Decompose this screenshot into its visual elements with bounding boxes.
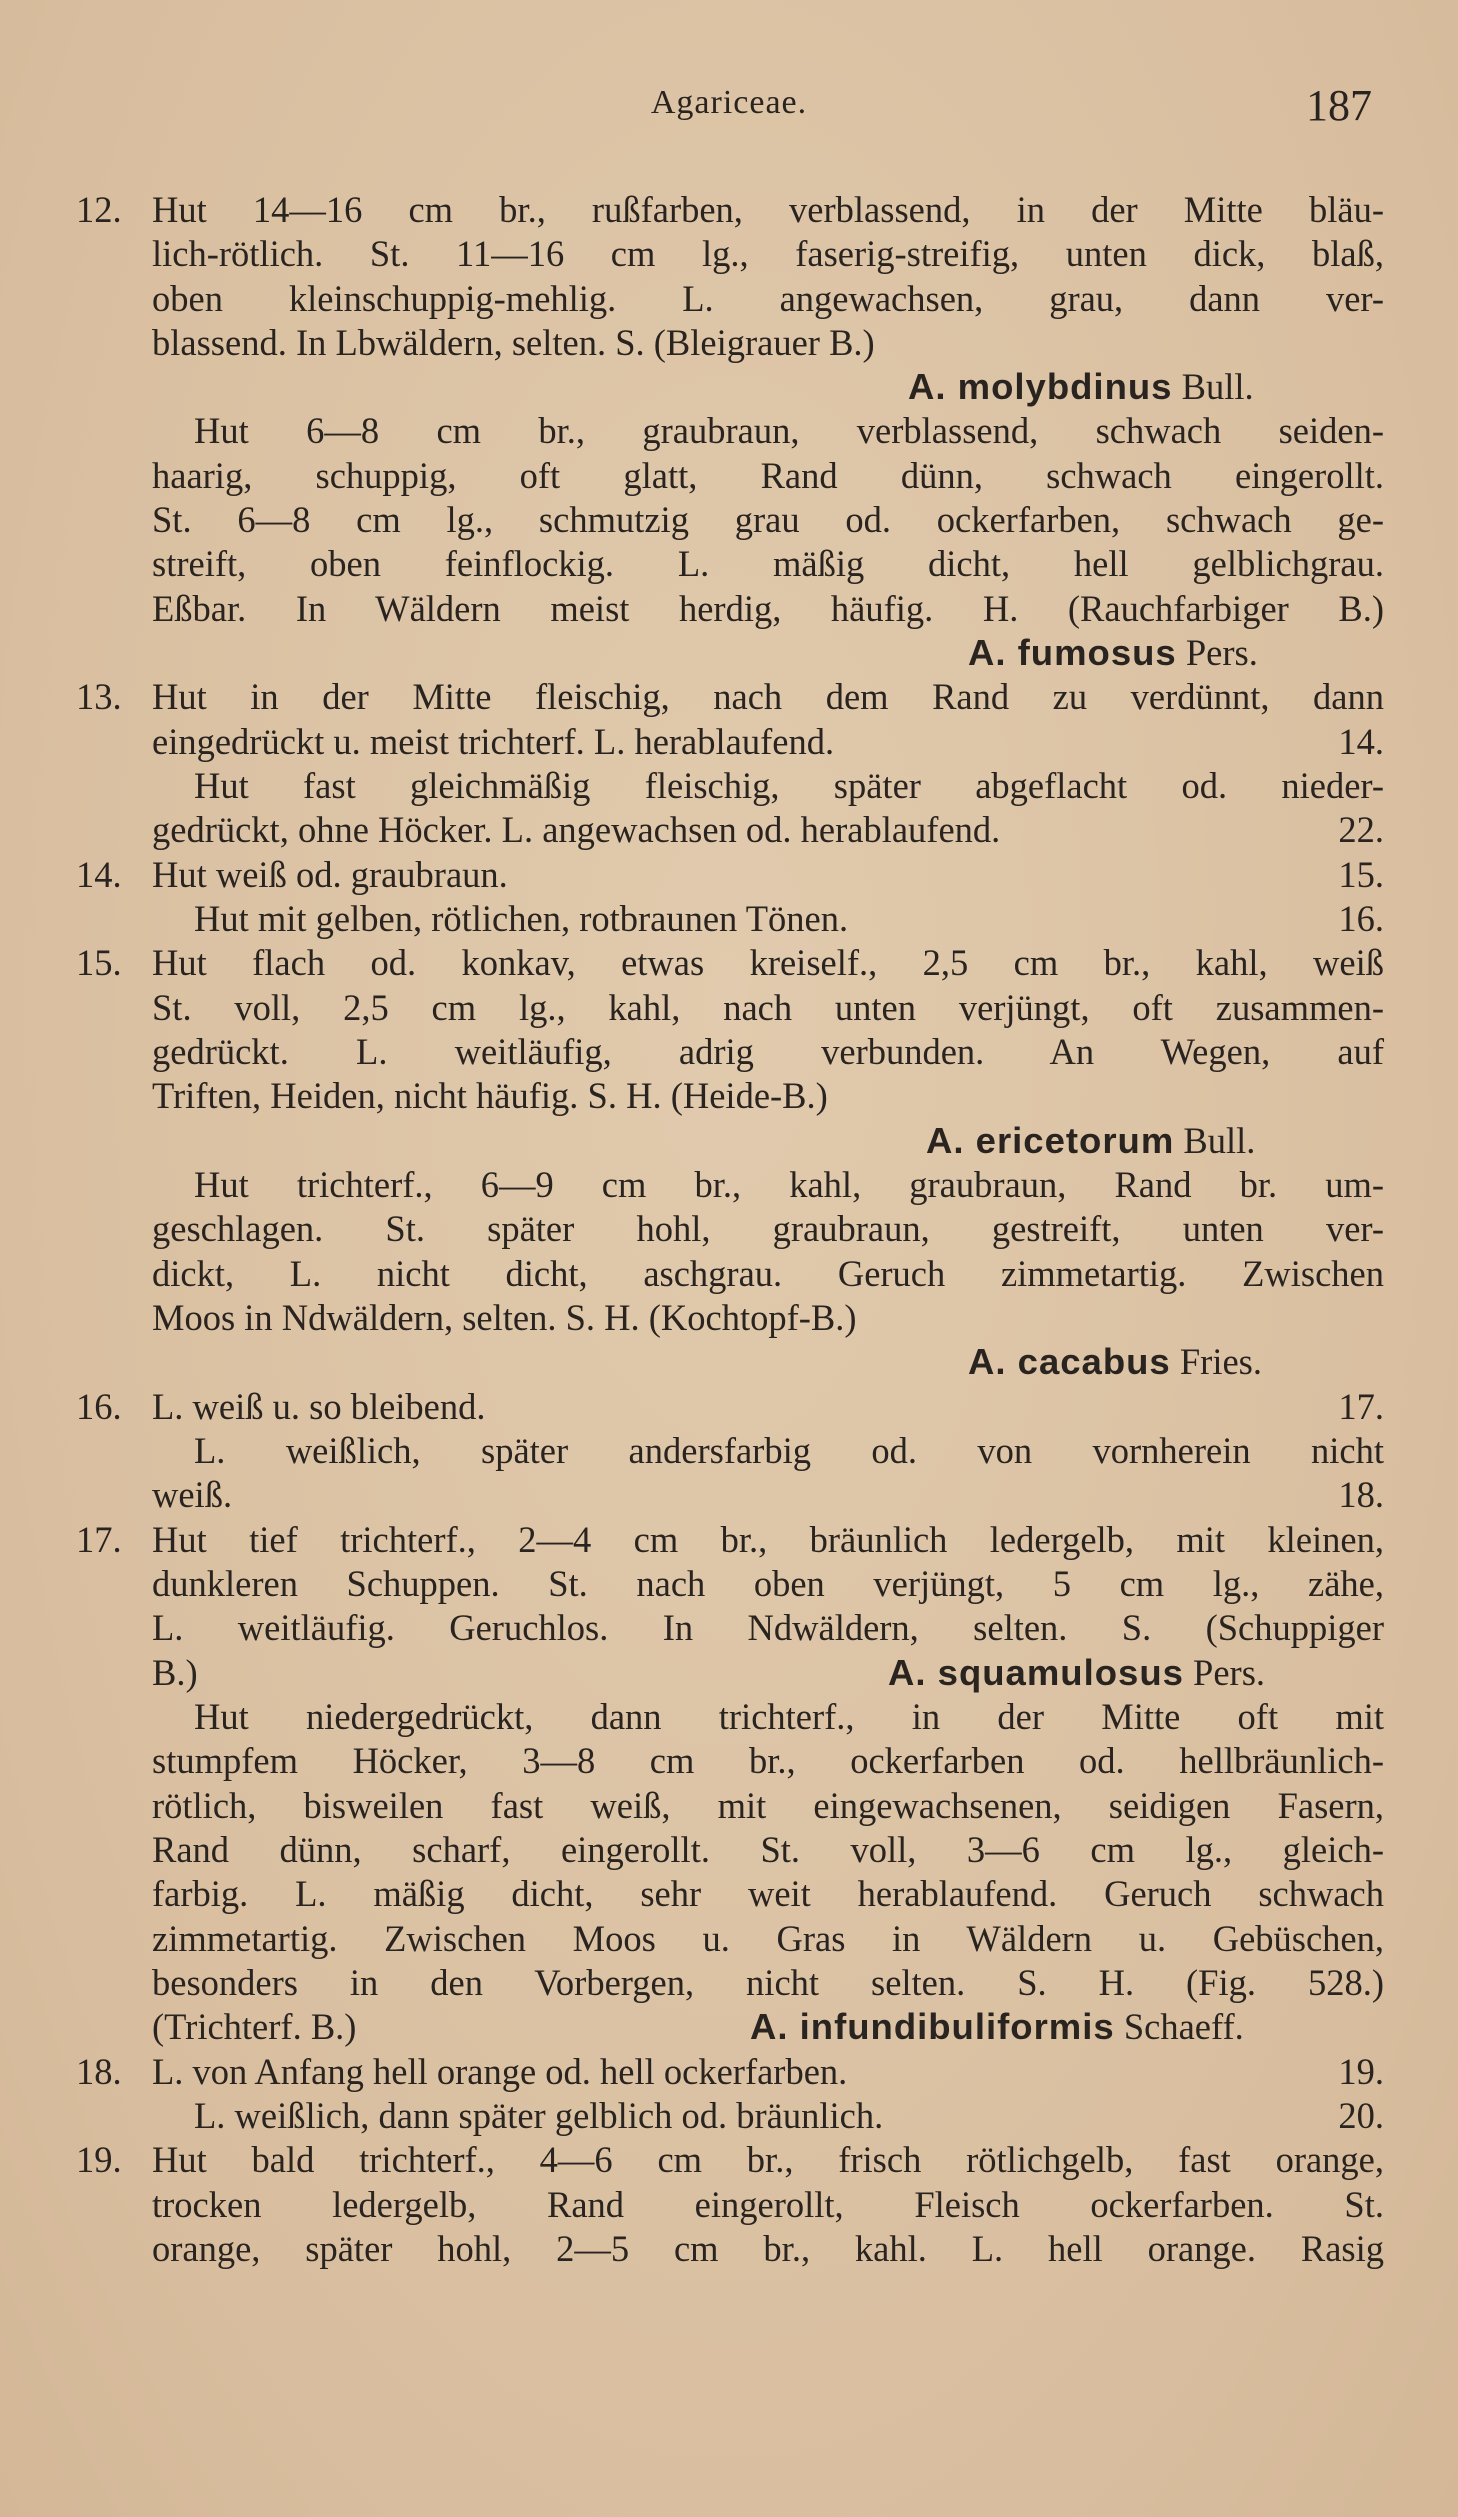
text-line: Hut bald trichterf., 4—6 cm br., frisch rötlichgelb, fast orange,: [152, 2139, 1384, 2180]
couplet-number: 18.: [76, 2051, 122, 2092]
lead-reference: 22.: [1338, 809, 1384, 850]
couplet-number: 13.: [76, 676, 122, 717]
lead-reference: 14.: [1338, 721, 1384, 762]
species-binomial: A. ericetorum: [926, 1120, 1175, 1161]
text-line: Triften, Heiden, nicht häufig. S. H. (Heide-B.): [152, 1075, 828, 1116]
text-line: eingedrückt u. meist trichterf. L. herablaufend.: [152, 721, 835, 762]
text-line: (Trichterf. B.): [152, 2006, 357, 2047]
species-author: Bull.: [1183, 1120, 1256, 1161]
text-line: trocken ledergelb, Rand eingerollt, Fleisch ockerfarben. St.: [152, 2184, 1384, 2225]
text-line: L. weitläufig. Geruchlos. In Ndwäldern, selten. S. (Schuppiger: [152, 1607, 1384, 1648]
text-line: Hut flach od. konkav, etwas kreiself., 2,5 cm br., kahl, weiß: [152, 942, 1384, 983]
species-author: Schaeff.: [1123, 2006, 1244, 2047]
species-binomial: A. squamulosus: [888, 1652, 1184, 1693]
text-line: zimmetartig. Zwischen Moos u. Gras in Wäldern u. Gebüschen,: [152, 1918, 1384, 1959]
species-binomial: A. infundibuliformis: [750, 2006, 1115, 2047]
text-line: geschlagen. St. später hohl, graubraun, gestreift, unten ver-: [152, 1208, 1384, 1249]
species-binomial: A. molybdinus: [908, 366, 1173, 407]
lead-reference: 16.: [1338, 898, 1384, 939]
text-line: haarig, schuppig, oft glatt, Rand dünn, schwach eingerollt.: [152, 455, 1384, 496]
text-line: L. von Anfang hell orange od. hell ockerfarben.: [152, 2051, 848, 2092]
couplet-number: 14.: [76, 854, 122, 895]
text-line: Hut fast gleichmäßig fleischig, später abgeflacht od. nieder-: [194, 765, 1384, 806]
text-line: L. weiß u. so bleibend.: [152, 1386, 486, 1427]
species-binomial: A. cacabus: [968, 1341, 1171, 1382]
lead-reference: 20.: [1338, 2095, 1384, 2136]
text-line: Hut 6—8 cm br., graubraun, verblassend, schwach seiden-: [194, 410, 1384, 451]
text-line: St. 6—8 cm lg., schmutzig grau od. ockerfarben, schwach ge-: [152, 499, 1384, 540]
species-name: [968, 631, 1258, 675]
text-line: blassend. In Lbwäldern, selten. S. (Bleigrauer B.): [152, 322, 875, 363]
text-line: Hut niedergedrückt, dann trichterf., in der Mitte oft mit: [194, 1696, 1384, 1737]
text-line: Eßbar. In Wäldern meist herdig, häufig. H. (Rauchfarbiger B.): [152, 588, 1384, 629]
text-line: stumpfem Höcker, 3—8 cm br., ockerfarben od. hellbräunlich-: [152, 1740, 1384, 1781]
species-name: [908, 365, 1254, 409]
text-line: Hut weiß od. graubraun.: [152, 854, 508, 895]
text-line: St. voll, 2,5 cm lg., kahl, nach unten verjüngt, oft zusammen-: [152, 987, 1384, 1028]
text-line: L. weißlich, später andersfarbig od. von vornherein nicht: [194, 1430, 1384, 1471]
text-line: Hut trichterf., 6—9 cm br., kahl, graubraun, Rand br. um-: [194, 1164, 1384, 1205]
species-name: [888, 1651, 1265, 1695]
text-line: farbig. L. mäßig dicht, sehr weit herablaufend. Geruch schwach: [152, 1873, 1384, 1914]
text-line: besonders in den Vorbergen, nicht selten. S. H. (Fig. 528.): [152, 1962, 1384, 2003]
text-line: L. weißlich, dann später gelblich od. bräunlich.: [194, 2095, 884, 2136]
text-line: gedrückt, ohne Höcker. L. angewachsen od. herablaufend.: [152, 809, 1001, 850]
lead-reference: 19.: [1338, 2051, 1384, 2092]
lead-reference: 17.: [1338, 1386, 1384, 1427]
text-line: Rand dünn, scharf, eingerollt. St. voll, 3—6 cm lg., gleich-: [152, 1829, 1384, 1870]
page-number: 187: [1306, 81, 1372, 130]
species-author: Fries.: [1179, 1341, 1262, 1382]
text-line: rötlich, bisweilen fast weiß, mit eingewachsenen, seidigen Fasern,: [152, 1785, 1384, 1826]
text-line: Moos in Ndwäldern, selten. S. H. (Kochtopf-B.): [152, 1297, 857, 1338]
text-line: Hut 14—16 cm br., rußfarben, verblassend, in der Mitte bläu-: [152, 189, 1384, 230]
text-line: B.): [152, 1652, 198, 1693]
text-line: Hut in der Mitte fleischig, nach dem Rand zu verdünnt, dann: [152, 676, 1384, 717]
species-name: [968, 1340, 1262, 1384]
couplet-number: 15.: [76, 942, 122, 983]
text-line: lich-rötlich. St. 11—16 cm lg., faserig-streifig, unten dick, blaß,: [152, 233, 1384, 274]
running-header: Agariceae.: [650, 84, 808, 121]
couplet-number: 12.: [76, 189, 122, 230]
text-line: Hut mit gelben, rötlichen, rotbraunen Tönen.: [194, 898, 849, 939]
text-line: dunkleren Schuppen. St. nach oben verjüngt, 5 cm lg., zähe,: [152, 1563, 1384, 1604]
species-author: Bull.: [1181, 366, 1254, 407]
species-binomial: A. fumosus: [968, 632, 1177, 673]
couplet-number: 16.: [76, 1386, 122, 1427]
lead-reference: 15.: [1338, 854, 1384, 895]
lead-reference: 18.: [1338, 1474, 1384, 1515]
couplet-number: 19.: [76, 2139, 122, 2180]
text-line: orange, später hohl, 2—5 cm br., kahl. L. hell orange. Rasig: [152, 2228, 1384, 2269]
text-line: dickt, L. nicht dicht, aschgrau. Geruch zimmetartig. Zwischen: [152, 1253, 1384, 1294]
couplet-number: 17.: [76, 1519, 122, 1560]
text-line: oben kleinschuppig-mehlig. L. angewachsen, grau, dann ver-: [152, 278, 1384, 319]
species-author: Pers.: [1193, 1652, 1266, 1693]
text-line: gedrückt. L. weitläufig, adrig verbunden. An Wegen, auf: [152, 1031, 1384, 1072]
species-name: [750, 2005, 1244, 2049]
text-line: weiß.: [152, 1474, 233, 1515]
text-line: streift, oben feinflockig. L. mäßig dicht, hell gelblichgrau.: [152, 543, 1384, 584]
species-author: Pers.: [1185, 632, 1258, 673]
species-name: [926, 1119, 1255, 1163]
text-line: Hut tief trichterf., 2—4 cm br., bräunlich ledergelb, mit kleinen,: [152, 1519, 1384, 1560]
